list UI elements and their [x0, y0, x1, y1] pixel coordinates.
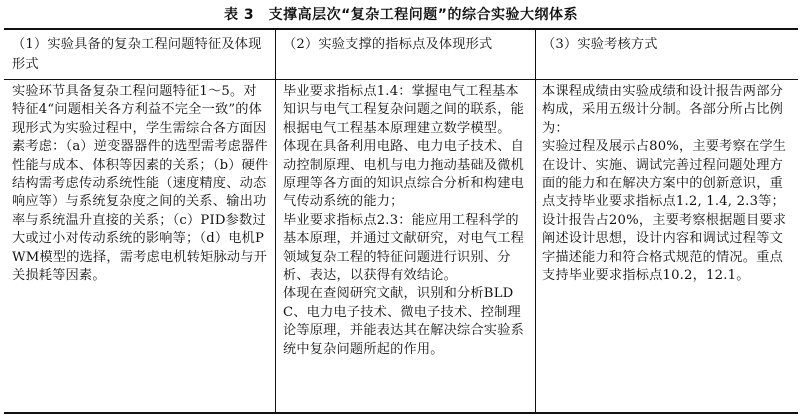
- column-divider-1: [275, 30, 276, 412]
- body-cell-indicators: 毕业要求指标点1.4：掌握电气工程基本知识与电气工程复杂问题之间的联系，能根据电气工程基本原理建立数学模型。 体现在具备利用电路、电力电子技术、自动控制原理、电机与电力拖动基础及微机原理等各方面的知识点综合分析和构建电气传动系统的能力； 毕业要求指标点2.3：能应用工程科学的基本原理，并通过文献研究，对电气工程领域复杂工程的特征问题进行识别、分析、表达，以获得有效结论。 体现在查阅研究文献，识别和分析BLDC、电力电子技术、微电子技术、控制理论等原理，并能表达其在解决综合实验系统中复杂问题所起的作用。: [283, 84, 524, 357]
- table-caption: 表 3 支撑高层次“复杂工程问题”的综合实验大纲体系: [223, 7, 579, 23]
- column-divider-2: [535, 30, 536, 412]
- table-top-rule: [4, 28, 798, 30]
- table-header-rule: [4, 79, 798, 80]
- body-cell-features: 实验环节具备复杂工程问题特征1～5。对特征4“问题相关各方利益不完全一致”的体现形式为实验过程中，学生需综合各方面因素考虑：（a）逆变器器件的选型需考虑器件性能与成本、体积等因素的关系；（b）硬件结构需考虑传动系统性能（速度精度、动态响应等）与系统复杂度之间的关系、输出功率与系统温升直接的关系；（c）PID参数过大或过小对传动系统的影响等；（d）电机PWM模型的选择，需考虑电机转矩脉动与开关损耗等因素。: [12, 84, 269, 284]
- table-bottom-rule: [4, 412, 798, 414]
- header-cell-features: （1）实验具备的复杂工程问题特征及体现形式: [12, 37, 262, 72]
- body-cell-assessment: 本课程成绩由实验成绩和设计报告两部分构成，采用五级计分制。各部分所占比例为： 实验过程及展示占80%，主要考察在学生在设计、实施、调试完善过程问题处理方面的能力和在解决方案中的创新意识，重点支持毕业要求指标点1.2, 1.4, 2.3等； 设计报告占20%，主要考察根据题目要求阐述设计思想，设计内容和调试过程等文字描述能力和符合格式规范的情况。重点支持毕业要求指标点10.2，12.1。: [542, 84, 787, 284]
- header-cell-assessment: （3）实验考核方式: [542, 37, 658, 52]
- header-cell-indicators: （2）实验支撑的指标点及体现形式: [283, 37, 493, 52]
